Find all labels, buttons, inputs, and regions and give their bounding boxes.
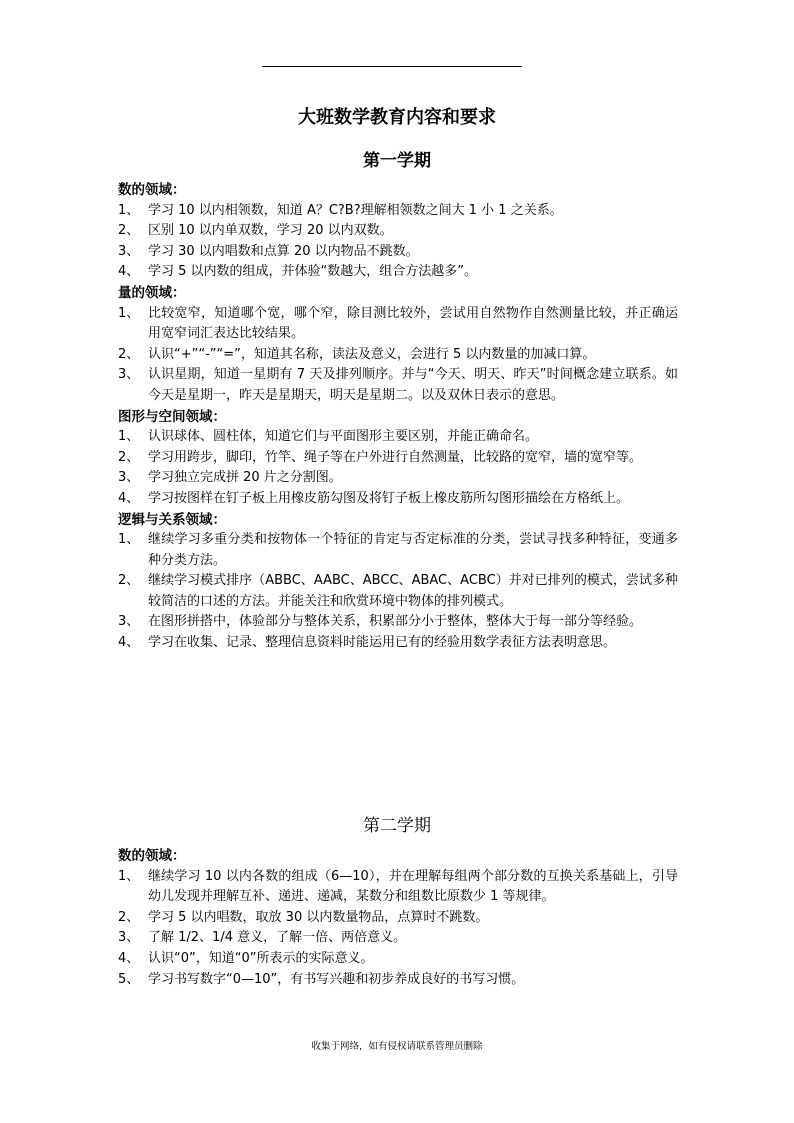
list-item (118, 928, 678, 949)
term-section-first (118, 180, 678, 654)
domain-item-list (118, 530, 678, 654)
list-item (118, 571, 678, 612)
item-number: 3、 (118, 243, 140, 259)
item-text: 学习 30 以内唱数和点算 20 以内物品不跳数。 (148, 243, 419, 259)
item-text: 认识“0”，知道“0”所表示的实际意义。 (148, 950, 374, 966)
list-item (118, 633, 678, 654)
list-item (118, 201, 678, 222)
list-item (118, 242, 678, 263)
domain-item-list (118, 304, 678, 407)
item-text: 学习 5 以内数的组成，并体验“数越大，组合方法越多”。 (148, 264, 478, 280)
item-text: 学习独立完成拼 20 片之分割图。 (148, 470, 342, 486)
item-text: 了解 1/2、1/4 意义，了解一倍、两倍意义。 (148, 930, 407, 946)
domain-block (118, 180, 678, 283)
item-number: 1、 (118, 868, 140, 884)
term-heading-second: 第二学期 (363, 816, 431, 836)
list-item (118, 427, 678, 448)
item-text: 继续学习 10 以内各数的组成（6—10），并在理解每组两个部分数的互换关系基础上，引导幼儿发现并理解互补、递进、递减，某数分和组数比原数少 1 等规律。 (148, 868, 678, 905)
item-number: 1、 (118, 202, 140, 218)
item-number: 4、 (118, 950, 140, 966)
list-item (118, 221, 678, 242)
domain-block (118, 283, 678, 407)
list-item (118, 908, 678, 929)
domain-block (118, 846, 678, 990)
domain-block (118, 407, 678, 510)
term-section-second (118, 846, 678, 990)
item-text: 学习按图样在钉子板上用橡皮筋勾图及将钉子板上橡皮筋所勾图形描绘在方格纸上。 (148, 490, 630, 506)
item-number: 5、 (118, 971, 140, 987)
list-item (118, 468, 678, 489)
header-rule (262, 66, 522, 67)
item-number: 3、 (118, 614, 140, 630)
item-text: 学习用跨步，脚印，竹竿、绳子等在户外进行自然测量，比较路的宽窄，墙的宽窄等。 (148, 449, 643, 465)
term-heading-first: 第一学期 (363, 151, 431, 171)
item-number: 2、 (118, 449, 140, 465)
document-title: 大班数学教育内容和要求 (298, 107, 496, 128)
domain-heading: 数的领域： (118, 848, 186, 864)
item-number: 3、 (118, 930, 140, 946)
item-number: 2、 (118, 346, 140, 362)
item-number: 3、 (118, 470, 140, 486)
list-item (118, 949, 678, 970)
item-text: 继续学习模式排序（ABBC、AABC、ABCC、ABAC、ACBC）并对已排列的模式，尝试多种较简洁的口述的方法。并能关注和欣赏环境中物体的排列模式。 (148, 573, 678, 609)
item-text: 认识“+”“-”“=”，知道其名称，读法及意义，会进行 5 以内数量的加减口算。 (148, 346, 596, 362)
item-text: 学习书写数字“0—10”，有书写兴趣和初步养成良好的书写习惯。 (148, 971, 525, 987)
item-text: 学习 5 以内唱数，取放 30 以内数量物品，点算时不跳数。 (148, 909, 489, 925)
item-text: 学习 10 以内相领数，知道 A？C?B?理解相领数之间大 1 小 1 之关系。 (148, 202, 563, 218)
domain-heading: 量的领域： (118, 284, 186, 301)
list-item (118, 970, 678, 991)
item-text: 认识星期，知道一星期有 7 天及排列顺序。并与“今天、明天、昨天”时间概念建立联系。如今天是星期一，昨天是星期天，明天是星期二。以及双休日表示的意思。 (148, 367, 678, 403)
domain-item-list (118, 427, 678, 509)
item-text: 认识球体、圆柱体，知道它们与平面图形主要区别，并能正确命名。 (148, 429, 539, 445)
list-item (118, 365, 678, 406)
list-item (118, 448, 678, 469)
footer-note: 收集于网络，如有侵权请联系管理员删除 (311, 1041, 483, 1052)
domain-block (118, 510, 678, 654)
domain-item-list (118, 201, 678, 283)
item-number: 3、 (118, 367, 140, 383)
item-text: 学习在收集、记录、整理信息资料时能运用已有的经验用数学表征方法表明意思。 (148, 635, 617, 651)
domain-heading: 逻辑与关系领域： (118, 511, 226, 528)
item-number: 4、 (118, 264, 140, 280)
list-item (118, 304, 678, 345)
list-item (118, 489, 678, 510)
domain-item-list (118, 867, 678, 991)
domain-heading: 图形与空间领域： (118, 408, 226, 425)
item-number: 2、 (118, 573, 140, 589)
item-number: 1、 (118, 429, 140, 445)
item-text: 比较宽窄，知道哪个宽，哪个窄，除目测比较外，尝试用自然物作自然测量比较，并正确运用宽窄词汇表达比较结果。 (148, 305, 678, 342)
item-text: 在图形拼搭中，体验部分与整体关系，积累部分小于整体，整体大于每一部分等经验。 (148, 614, 643, 630)
list-item (118, 262, 678, 283)
item-number: 1、 (118, 305, 140, 321)
list-item (118, 345, 678, 366)
item-text: 继续学习多重分类和按物体一个特征的肯定与否定标准的分类，尝试寻找多种特征，变通多种分类方法。 (148, 532, 678, 568)
item-number: 4、 (118, 490, 140, 506)
list-item (118, 530, 678, 571)
item-number: 4、 (118, 635, 140, 651)
item-number: 2、 (118, 223, 140, 239)
item-text: 区别 10 以内单双数，学习 20 以内双数。 (148, 223, 393, 239)
domain-heading: 数的领域： (118, 182, 186, 198)
list-item (118, 867, 678, 908)
item-number: 2、 (118, 909, 140, 925)
item-number: 1、 (118, 532, 140, 548)
list-item (118, 612, 678, 633)
